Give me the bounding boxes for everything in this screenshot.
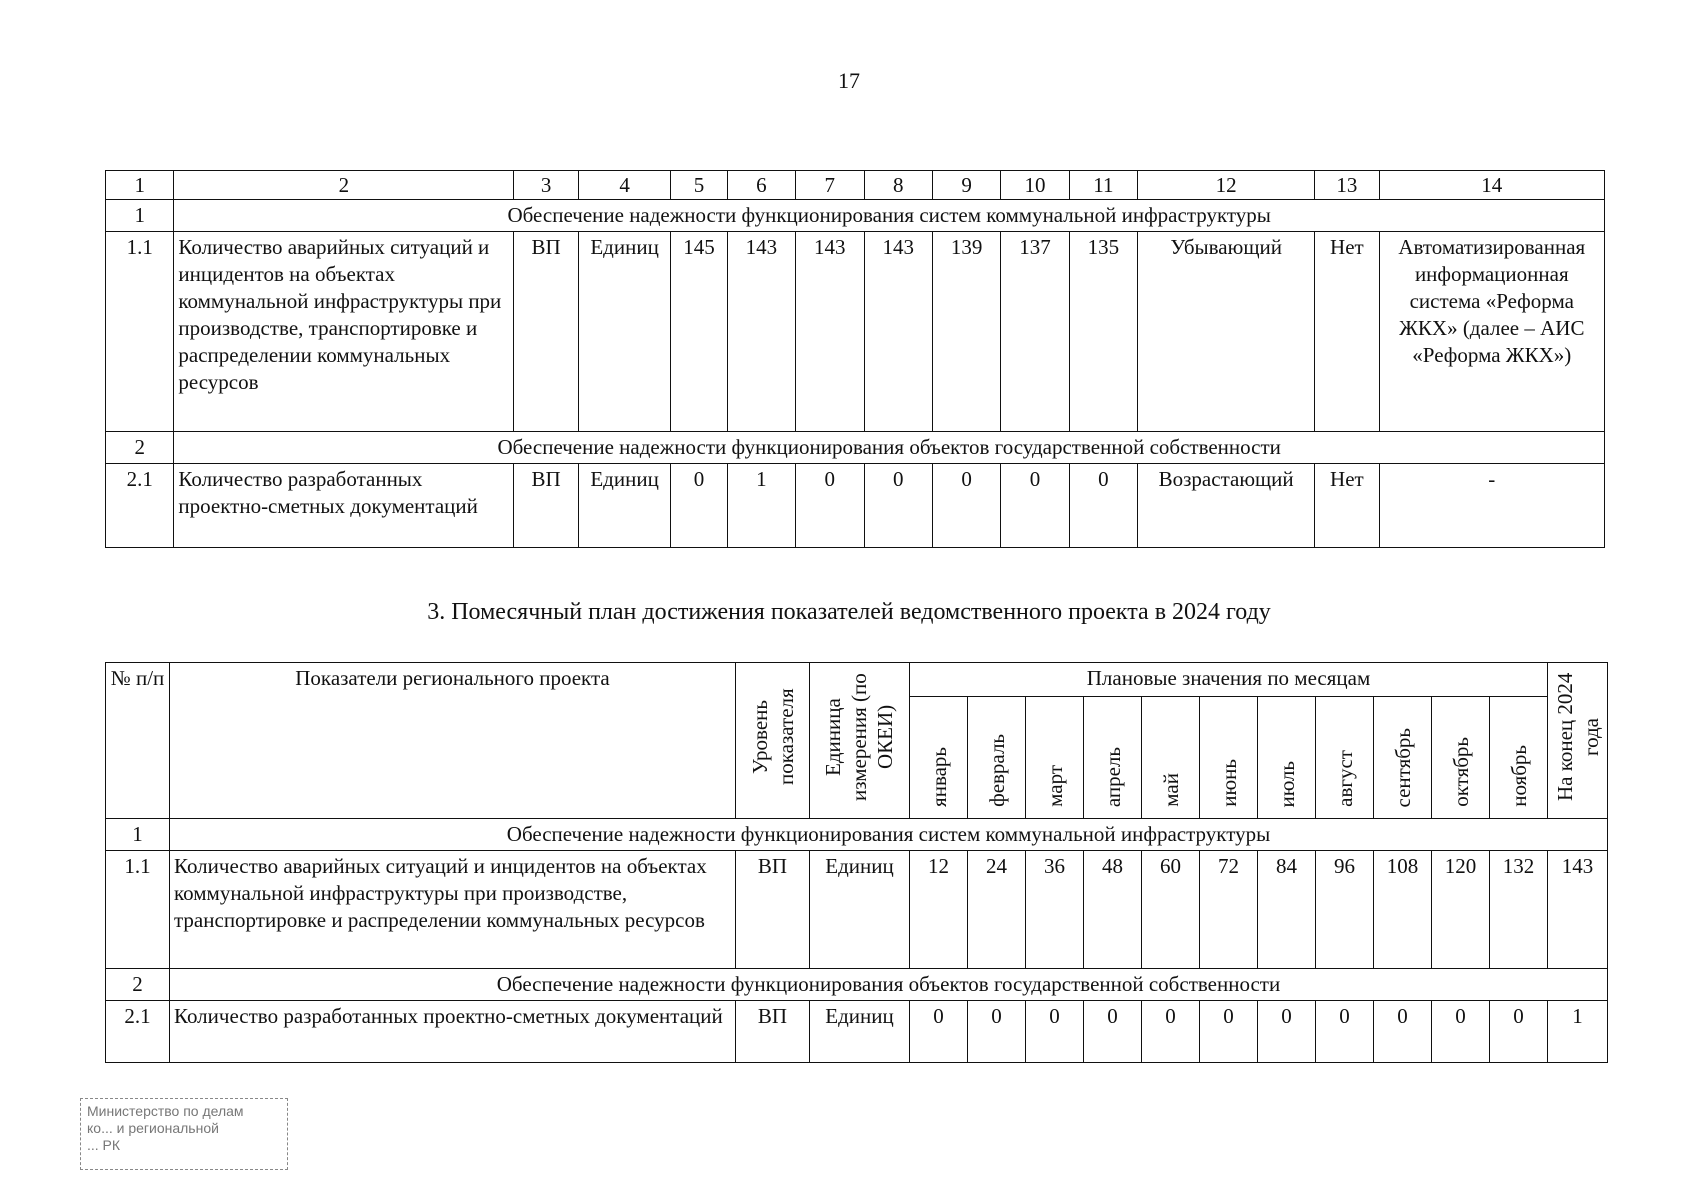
month-value: 0 [1084,1001,1142,1063]
monthly-plan-table [105,662,1608,1063]
table-row [106,1001,1608,1063]
month-value: 108 [1374,851,1432,969]
value-cell: 145 [671,232,727,432]
column-number: 5 [671,171,727,200]
month-value: 0 [1316,1001,1374,1063]
month-header [1200,697,1258,819]
value-cell: 143 [864,232,932,432]
month-header [1026,697,1084,819]
month-value: 0 [1200,1001,1258,1063]
row-number: 1.1 [106,851,170,969]
column-number: 8 [864,171,932,200]
month-value: 132 [1490,851,1548,969]
section-number: 1 [106,819,170,851]
month-header [1490,697,1548,819]
month-label: январь [926,747,951,807]
section-title: Обеспечение надежности функционирования систем коммунальной инфраструктуры [170,819,1608,851]
month-header [1142,697,1200,819]
trend-cell: Убывающий [1138,232,1315,432]
month-header [1084,697,1142,819]
month-header [1316,697,1374,819]
month-header [1432,697,1490,819]
value-cell: 143 [727,232,795,432]
column-number: 3 [514,171,578,200]
month-value: 96 [1316,851,1374,969]
month-value: 0 [968,1001,1026,1063]
month-value: 12 [910,851,968,969]
section-3-heading: 3. Помесячный план достижения показателей ведомственного проекта в 2024 году [427,599,1271,625]
section-row [106,969,1608,1001]
value-cell: 0 [796,464,864,548]
section-title: Обеспечение надежности функционирования систем коммунальной инфраструктуры [174,200,1605,232]
column-number: 12 [1138,171,1315,200]
indicator-level: ВП [514,464,578,548]
value-cell: 0 [864,464,932,548]
indicator-level: ВП [514,232,578,432]
month-value: 0 [1142,1001,1200,1063]
column-number: 4 [578,171,671,200]
indicator-name: Количество разработанных проектно-сметных документаций [170,1001,736,1063]
section-title: Обеспечение надежности функционирования объектов государственной собственности [170,969,1608,1001]
section-row [106,819,1608,851]
value-cell: 137 [1001,232,1069,432]
table-header-row [106,171,1605,200]
indicator-level: ВП [736,851,810,969]
column-number: 10 [1001,171,1069,200]
end-of-year-value: 1 [1548,1001,1608,1063]
table-row [106,464,1605,548]
column-number: 13 [1315,171,1379,200]
row-number: 2.1 [106,464,174,548]
month-label: апрель [1100,746,1125,807]
indicator-unit: Единиц [578,232,671,432]
column-number: 7 [796,171,864,200]
indicator-name: Количество аварийных ситуаций и инцидентов на объектах коммунальной инфраструктуры при производстве, транспортировке и распределении коммунальных ресурсов [170,851,736,969]
source-cell: - [1379,464,1604,548]
section-number: 1 [106,200,174,232]
indicators-table [105,170,1605,548]
month-label: май [1158,773,1183,807]
section-title: Обеспечение надежности функционирования объектов государственной собственности [174,432,1605,464]
row-number: 1.1 [106,232,174,432]
month-value: 36 [1026,851,1084,969]
column-unit-header [810,663,910,819]
month-value: 0 [1432,1001,1490,1063]
column-number: 6 [727,171,795,200]
end-of-year-value: 143 [1548,851,1608,969]
column-number: 14 [1379,171,1604,200]
month-value: 84 [1258,851,1316,969]
indicator-name: Количество аварийных ситуаций и инцидентов на объектах коммунальной инфраструктуры при производстве, транспортировке и распределении коммунальных ресурсов [174,232,514,432]
stamp-line: ко... и региональной [87,1120,219,1136]
month-value: 72 [1200,851,1258,969]
value-cell: 139 [932,232,1000,432]
column-plan-header: Плановые значения по месяцам [910,663,1548,697]
value-cell: 135 [1069,232,1137,432]
month-label: июнь [1216,759,1241,807]
month-label: март [1042,765,1067,807]
value-cell: 143 [796,232,864,432]
indicator-unit: Единиц [810,1001,910,1063]
column-unit-label: Единица измерения (по ОКЕИ) [820,673,897,801]
table-row [106,851,1608,969]
month-header [1258,697,1316,819]
column-number: 11 [1069,171,1137,200]
column-level-label: Уровень показателя [747,688,798,786]
month-value: 0 [1258,1001,1316,1063]
column-number: 9 [932,171,1000,200]
indicator-unit: Единиц [578,464,671,548]
value-cell: 0 [671,464,727,548]
column-end-label: На конец 2024 года [1552,672,1603,802]
page-number: 17 [838,68,860,93]
month-value: 0 [1490,1001,1548,1063]
column-indicator-header: Показатели регионального проекта [170,663,736,819]
source-cell: Автоматизированная информационная система «Реформа ЖКХ» (далее – АИС «Реформа ЖКХ») [1379,232,1604,432]
month-label: ноябрь [1506,745,1531,807]
month-value: 60 [1142,851,1200,969]
registration-stamp [80,1098,288,1170]
month-value: 48 [1084,851,1142,969]
stamp-line: ... РК [87,1137,121,1153]
trend-cell: Возрастающий [1138,464,1315,548]
month-value: 24 [968,851,1026,969]
value-cell: 0 [932,464,1000,548]
month-value: 0 [1374,1001,1432,1063]
row-number: 2.1 [106,1001,170,1063]
month-label: июль [1274,760,1299,807]
month-label: август [1332,750,1357,807]
month-header [910,697,968,819]
value-cell: 1 [727,464,795,548]
value-cell: 0 [1001,464,1069,548]
month-value: 0 [1026,1001,1084,1063]
indicator-name: Количество разработанных проектно-сметных документаций [174,464,514,548]
column-number: 2 [174,171,514,200]
month-label: февраль [984,734,1009,807]
month-label: сентябрь [1390,727,1415,807]
column-level-header [736,663,810,819]
section-number: 2 [106,432,174,464]
table-header-row [106,663,1608,697]
flag-cell: Нет [1315,464,1379,548]
column-number: 1 [106,171,174,200]
month-label: октябрь [1448,737,1473,807]
flag-cell: Нет [1315,232,1379,432]
column-end-header [1548,663,1608,819]
indicator-level: ВП [736,1001,810,1063]
indicator-unit: Единиц [810,851,910,969]
month-header [1374,697,1432,819]
stamp-line: Министерство по делам [87,1103,244,1119]
table-row [106,232,1605,432]
month-value: 120 [1432,851,1490,969]
section-row [106,200,1605,232]
column-number-header: № п/п [106,663,170,819]
month-header [968,697,1026,819]
section-number: 2 [106,969,170,1001]
value-cell: 0 [1069,464,1137,548]
month-value: 0 [910,1001,968,1063]
section-row [106,432,1605,464]
